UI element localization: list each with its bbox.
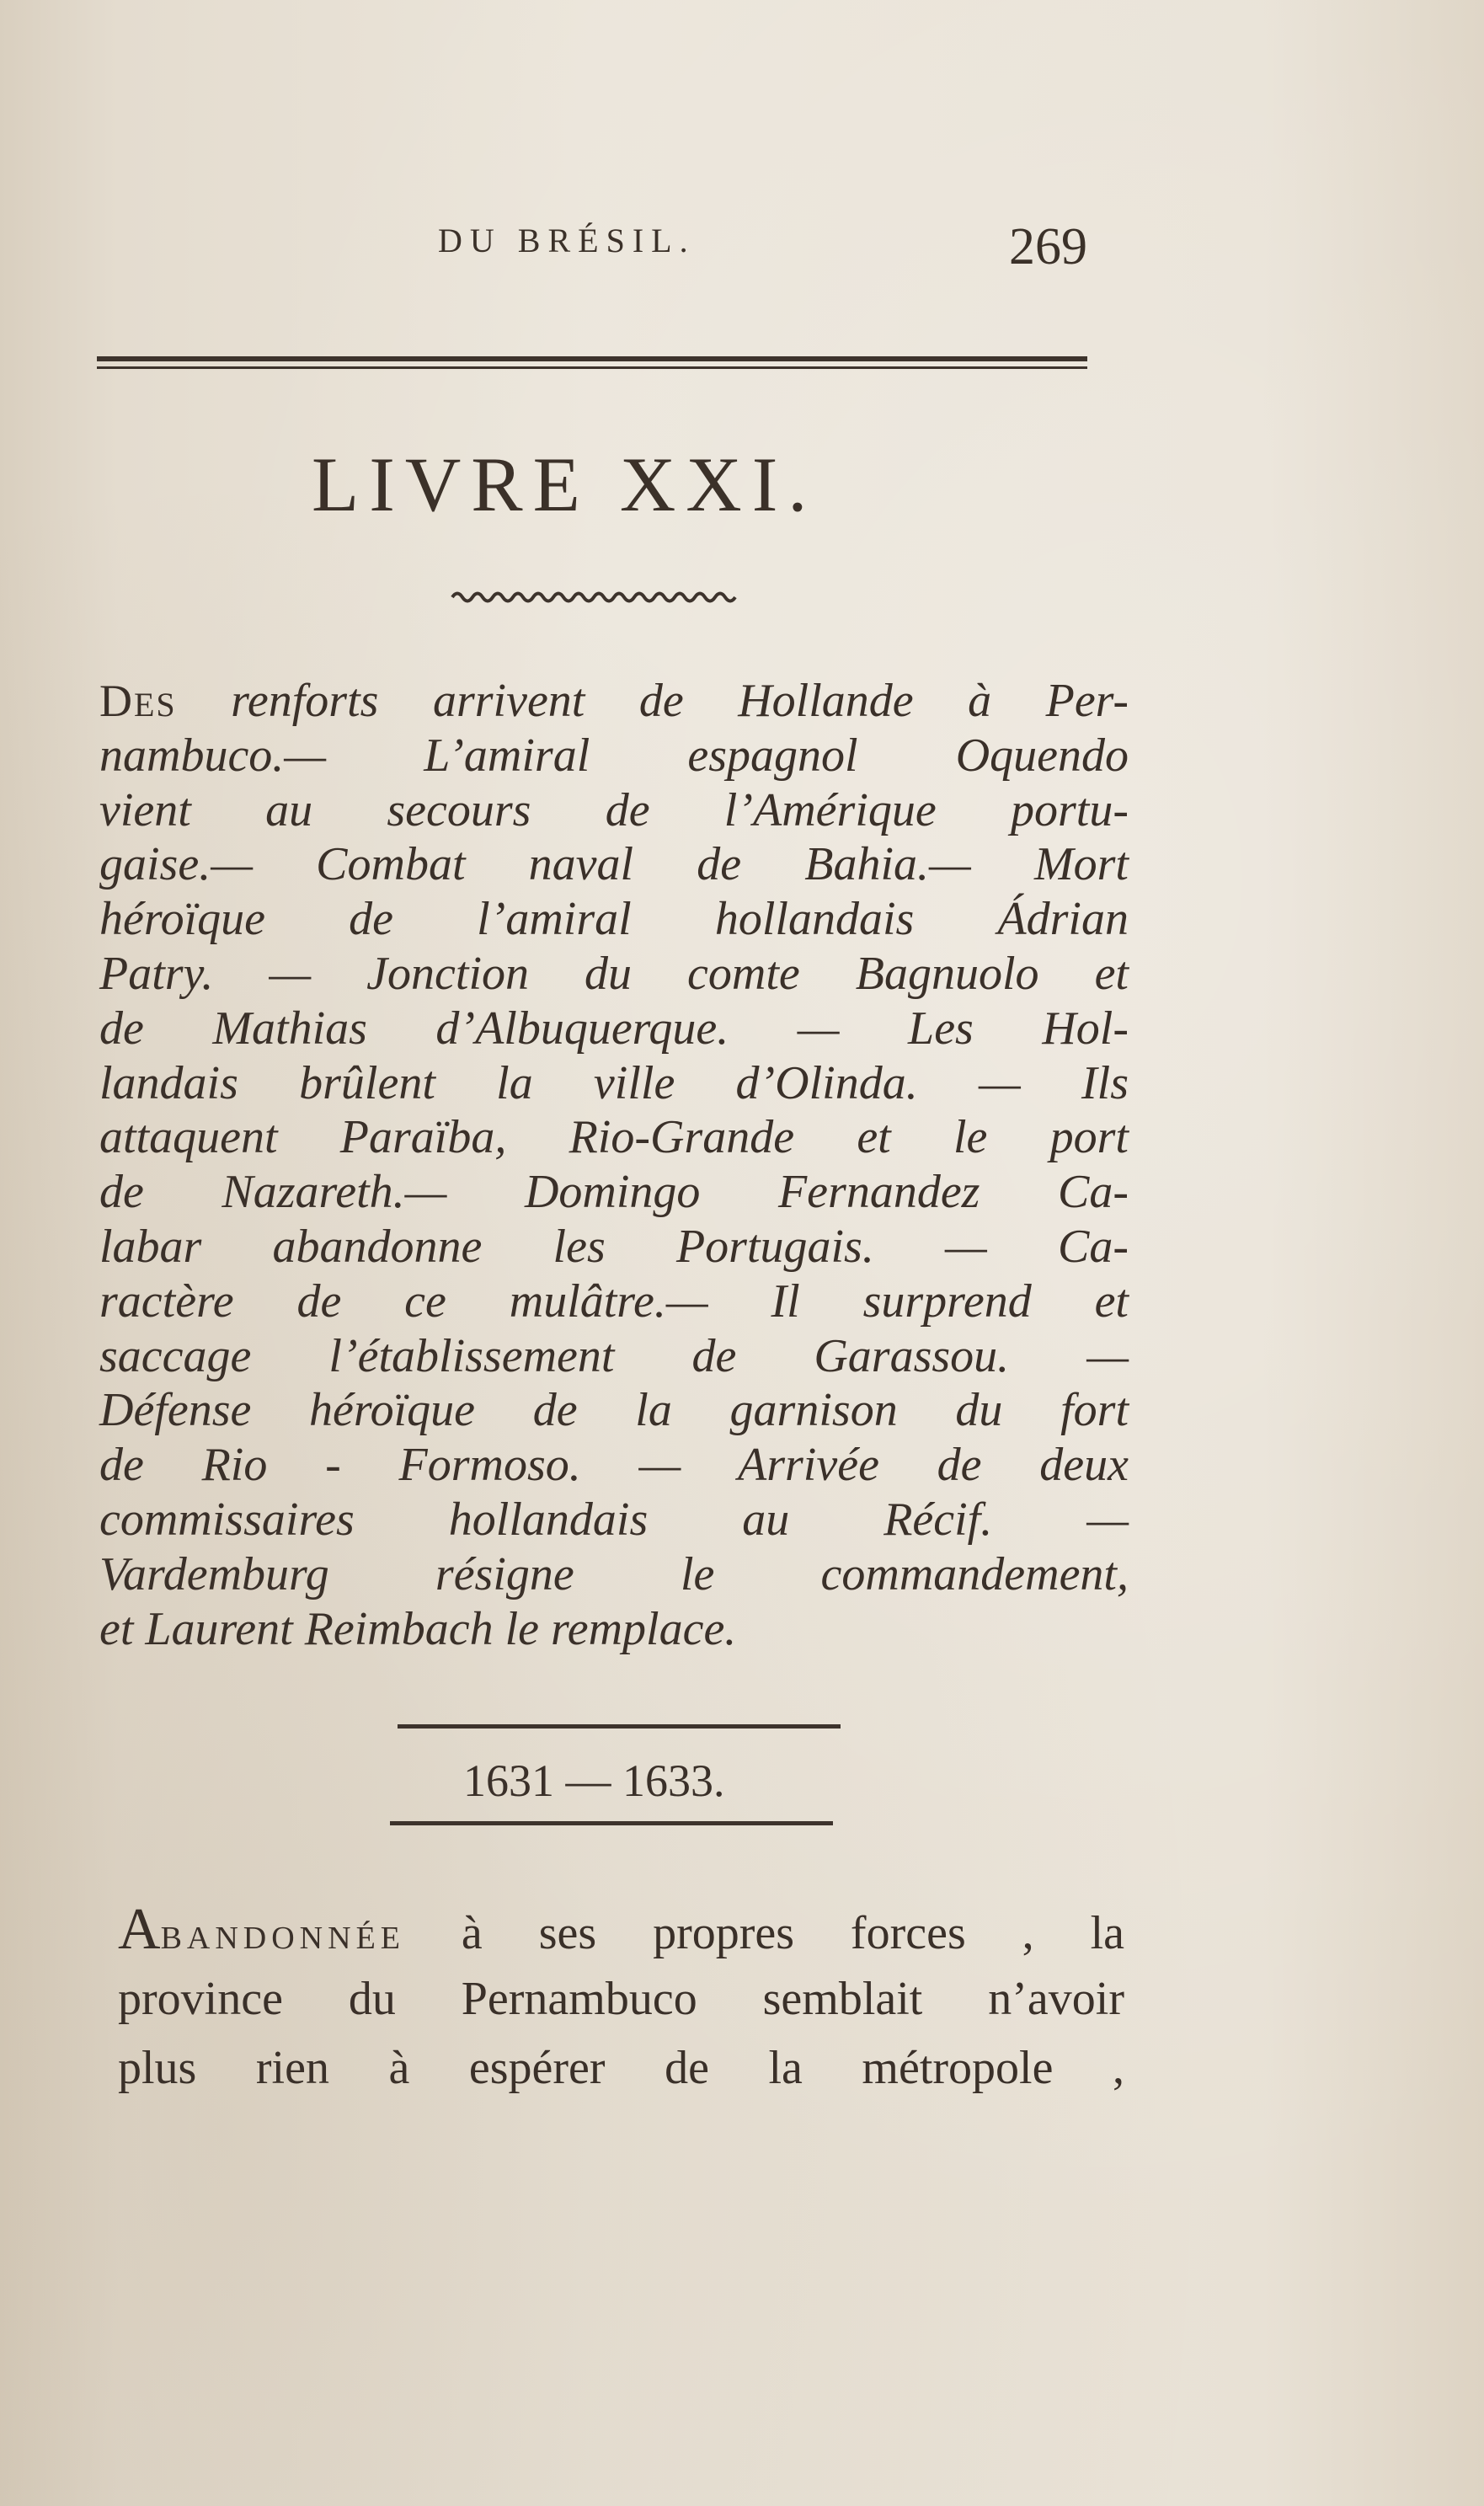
summary-line: commissaires hollandais au Récif. — [99,1493,1129,1546]
chapter-summary [99,674,1129,1656]
date-range: 1631 — 1633. [463,1755,725,1806]
summary-line: héroïque de l’amiral hollandais Ádrian [99,893,1129,946]
rule-thin [97,366,1087,369]
summary-line: et Laurent Reimbach le remplace. [99,1602,737,1655]
body-line-1 [118,1895,1124,1964]
wavy-ornament-rule [451,588,737,606]
body-paragraph [118,1895,1124,2103]
summary-line-text: renforts arrivent de Hollande à Per- [176,675,1129,727]
date-rule-bottom [390,1821,833,1825]
summary-line: nambuco.— L’amiral espagnol Oquendo [99,729,1129,782]
summary-line: de Rio - Formoso. — Arrivée de deux [99,1439,1129,1492]
summary-line: labar abandonne les Portugais. — Ca- [99,1220,1129,1273]
summary-line: landais brûlent la ville d’Olinda. — Ils [99,1056,1129,1109]
summary-line: Vardemburg résigne le commandement, [99,1547,1129,1600]
summary-lead-rest: ES [134,686,177,724]
body-line: plus rien à espérer de la métropole , [118,2042,1124,2094]
rule-thick [97,356,1087,361]
chapter-title: LIVRE XXI. [312,441,818,527]
small-caps-word: BANDONNÉE [160,1921,405,1956]
body-line: province du Pernambuco semblait n’avoir [118,1973,1124,2025]
summary-line: vient au secours de l’Amérique portu- [99,783,1129,836]
summary-line: ractère de ce mulâtre.— Il surprend et [99,1274,1129,1328]
body-line-text: à ses propres forces , la [405,1907,1124,1959]
page-number: 269 [1009,218,1087,275]
summary-line: gaise.— Combat naval de Bahia.— Mort [99,838,1129,891]
drop-cap: A [118,1897,161,1962]
summary-line: Patry. — Jonction du comte Bagnuolo et [99,947,1129,1000]
summary-line: attaquent Paraïba, Rio-Grande et le port [99,1111,1129,1164]
running-header-title: DU BRÉSIL. [438,222,696,259]
summary-line: de Nazareth.— Domingo Fernandez Ca- [99,1166,1129,1219]
date-rule-top [398,1724,841,1729]
summary-line-1 [99,674,1129,729]
summary-line: de Mathias d’Albuquerque. — Les Hol- [99,1002,1129,1055]
summary-line: saccage l’établissement de Garassou. — [99,1329,1129,1382]
summary-line: Défense héroïque de la garnison du fort [99,1384,1129,1437]
header-double-rule [97,356,1087,371]
summary-lead-initial: D [99,676,134,726]
